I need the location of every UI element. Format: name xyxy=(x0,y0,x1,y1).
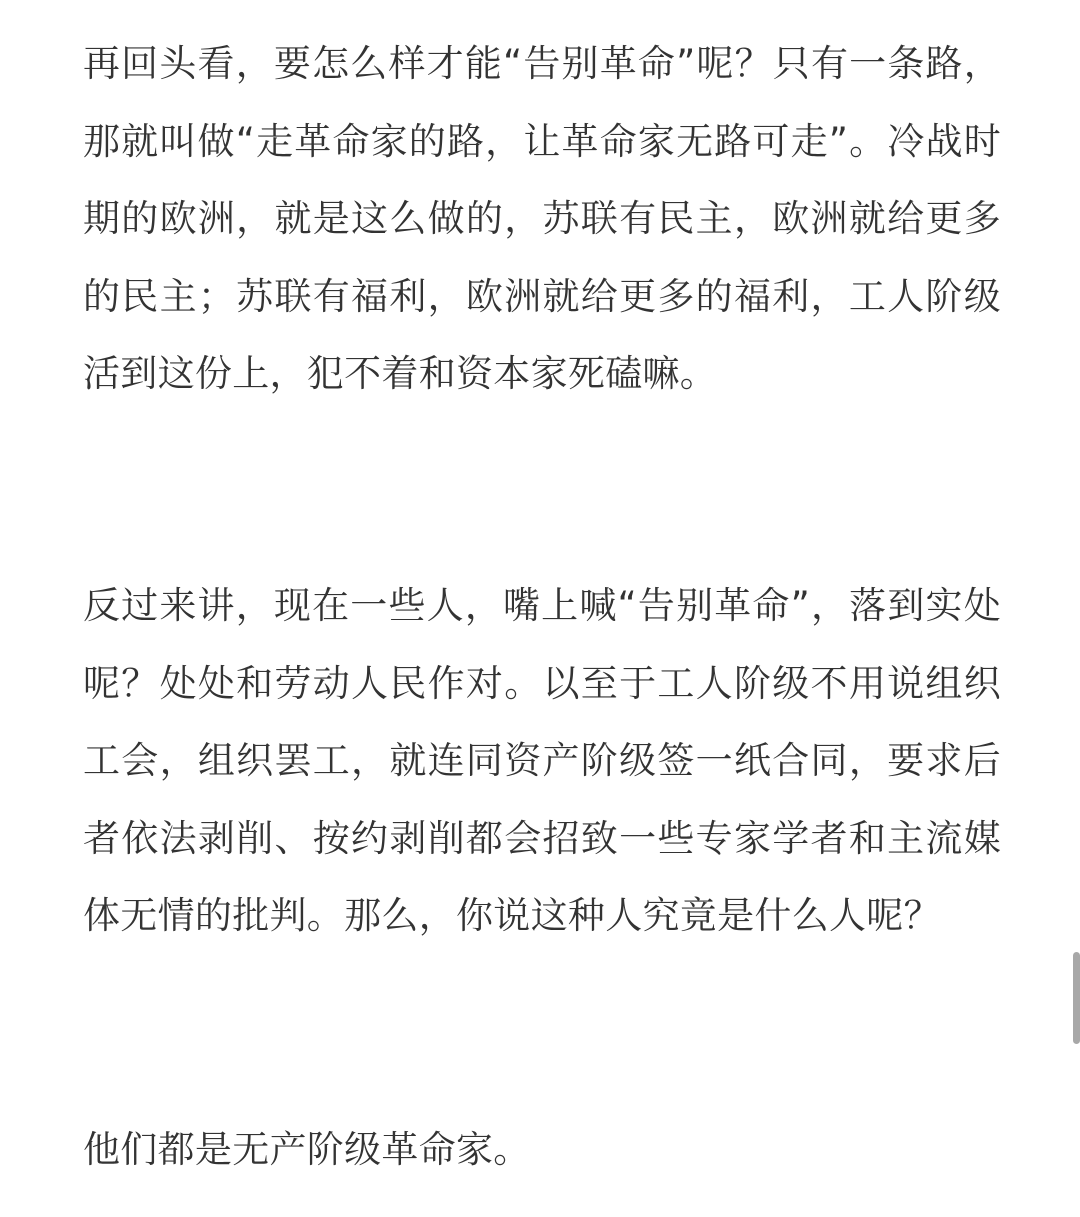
scrollbar-thumb[interactable] xyxy=(1073,952,1080,1044)
paragraph-1: 再回头看，要怎么样才能“告别革命”呢？只有一条路，那就叫做“走革命家的路，让革命家无路可走”。冷战时期的欧洲，就是这么做的，苏联有民主，欧洲就给更多的民主；苏联有福利，欧洲就给更多的福利，工人阶级活到这份上，犯不着和资本家死磕嘛。 xyxy=(83,42,1001,395)
paragraph-3: 他们都是无产阶级革命家。 xyxy=(83,1128,531,1171)
paragraph-2: 反过来讲，现在一些人，嘴上喊“告别革命”，落到实处呢？处处和劳动人民作对。以至于工人阶级不用说组织工会，组织罢工，就连同资产阶级签一纸合同，要求后者依法剥削、按约剥削都会招致一些专家学者和主流媒体无情的批判。那么，你说这种人究竟是什么人呢？ xyxy=(83,584,1001,937)
